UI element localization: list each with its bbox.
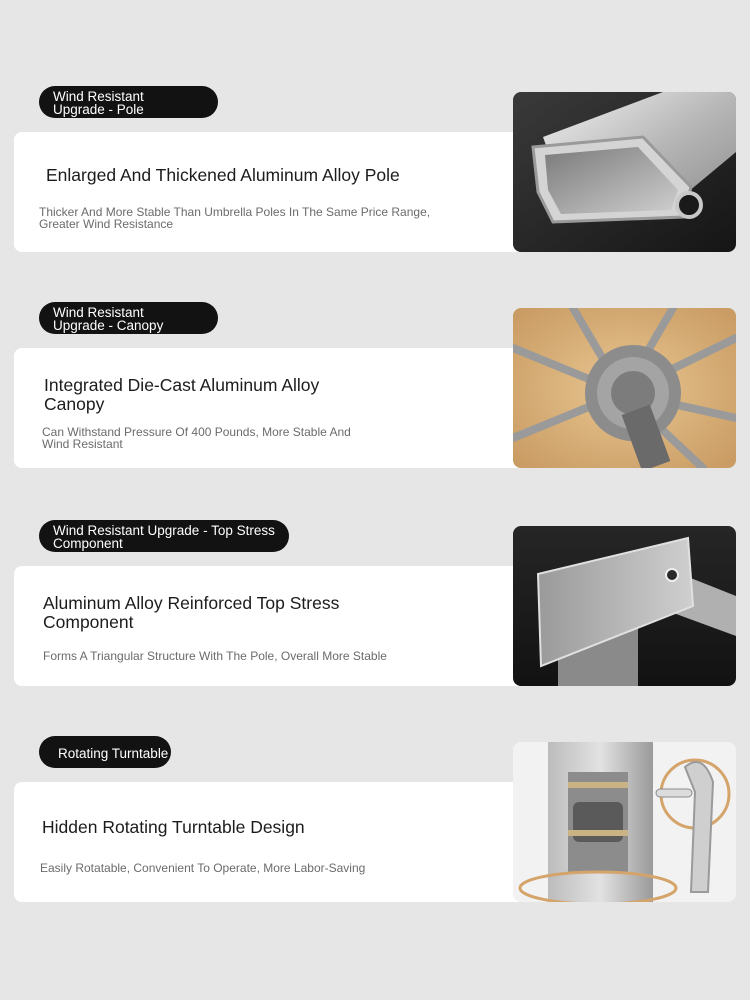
feature-description: Thicker And More Stable Than Umbrella Poles In The Same Price Range, Greater Wind Resistance [39,205,431,231]
feature-title: Integrated Die-Cast Aluminum Alloy Canopy [44,375,320,414]
aluminum-pole-profile-image [513,92,736,252]
badge-line-1: Wind Resistant [53,89,144,104]
top-stress-component-image [513,526,736,686]
feature-pole [0,86,750,266]
feature-title: Enlarged And Thickened Aluminum Alloy Pole [46,165,400,185]
feature-title: Aluminum Alloy Reinforced Top Stress Component [43,593,340,632]
feature-description: Can Withstand Pressure Of 400 Pounds, More Stable And Wind Resistant [42,425,351,451]
feature-turntable [0,736,750,916]
canopy-hub-image [513,308,736,468]
feature-description: Easily Rotatable, Convenient To Operate, More Labor-Saving [40,861,366,875]
feature-card [14,132,544,252]
feature-card [14,348,544,468]
badge-line-1: Wind Resistant [53,305,144,320]
feature-title: Hidden Rotating Turntable Design [42,817,305,837]
feature-canopy [0,302,750,482]
badge-line-1: Rotating Turntable [58,745,169,761]
feature-badge [39,736,171,768]
feature-card [14,566,544,686]
badge-line-2: Upgrade - Pole [53,102,144,117]
feature-badge [39,86,218,118]
badge-line-2: Component [53,536,123,551]
badge-line-2: Upgrade - Canopy [53,318,164,333]
feature-badge [39,520,289,552]
feature-top-stress [0,520,750,700]
rotating-turntable-image [513,742,736,902]
badge-line-1: Wind Resistant Upgrade - Top Stress [53,523,275,538]
feature-badge [39,302,218,334]
feature-card [14,782,544,902]
feature-description: Forms A Triangular Structure With The Pole, Overall More Stable [43,649,387,663]
